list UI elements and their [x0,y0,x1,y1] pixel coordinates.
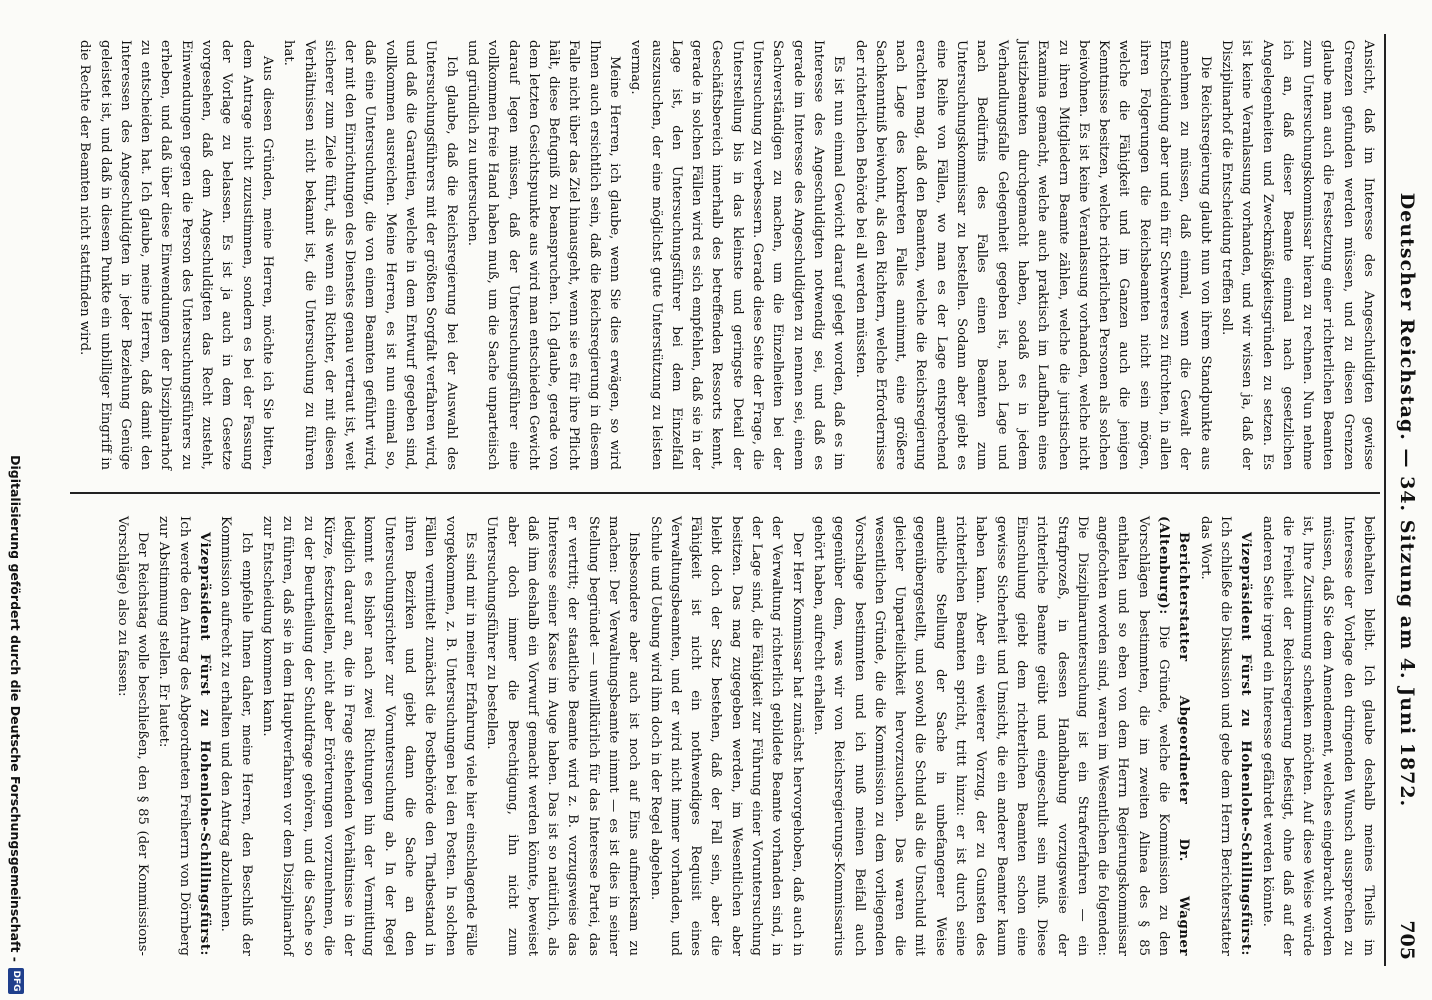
digitization-footer [4,0,28,1000]
header-rule [1384,34,1386,966]
speaker-name: Berichterstatter Abgeordneter Dr. Wagner (Altenburg): [1156,516,1192,956]
right-paragraph [481,516,643,956]
speech-paragraph [153,516,214,956]
paragraph-text: Es sind mir in meiner Erfahrung viele hier einschlagende Fälle vorgekommen, z. B. Untersuchungen bei den Posten. In solchen Fällen vermittelt zunächst die Postbehörde den Thatbestand in ihren Bezirken und giebt dann die Sache an den Untersuchungsrichter zur Voruntersuchung ab. In der Regel kommt es bisher nach zwei Richtungen hin der Vermittlung lediglich darauf an, die in Frage stehenden Verhältnisse in der Kürze, festzustellen, nicht aber Erörterungen vorzunehmen, die zu der Beurtheilung der Schuldfrage gehören, und die Sache so zu führen, daß sie in dem Hauptverfahren vor dem Disziplinarhof zur Entscheidung kommen kann. [259,516,478,956]
paragraph-text: Ich empfehle Ihnen daher, meine Herren, den Beschluß der Kommission aufrecht zu erhalten und den Antrag abzulehnen. [218,516,254,956]
paragraph-text: Ich werde den Antrag des Abgeordneten Freiherrn von Dörnberg zur Abstimmung stellen. Er lautet: [156,516,192,956]
left-paragraph: Es ist nun einmal Gewicht darauf gelegt worden, daß es im Interesse des Angeschuldigten notwendig sei, und daß es gerade im Interesse des Angeschuldigten zu nennen sei, einem Sachverständigen zu machen, um die Einzelheiten bei der Untersuchung zu verbessern. Gerade diese Seite der Frage, die Unterstellung bis in das kleinste und geringste Detail der Geschäftsbereich innerhalb des betreffenden Ressorts kennt, gerade in solchen Fällen wird es sich empfehlen, daß sie in der Lage ist, den Untersuchungsführer bei dem Einzelfall auszusuchen, der eine möglichst gute Unterstützung zu leisten vermag. [628,40,847,470]
left-paragraph: Ich glaube, daß die Reichsregierung bei der Auswahl des Untersuchungsführers mit der größten Sorgfalt verfahren wird, und daß die Garantien, welche in dem Entwurf gegeben sind, vollkommen ausreichen. Meine Herren, es ist nun einmal so, daß eine Untersuchung, die von einem Beamten geführt wird, der mit den Einrichtungen des Dienstes genau vertraut ist, weit sicherer zum Ziele führt, als wenn ein Richter, der mit diesen Verhältnissen nicht bekannt ist, die Untersuchung zu führen hat. [281,40,459,470]
left-column [74,40,1378,470]
paragraph-text: Die Gründe, welche die Kommission zu den Vorschlägen bestimmten, die im zweiten Alinea des § 85 enthalten und so eben von dem Herrn Regierungskommissar angefochten worden sind, waren im Wesentlichen die folgenden: Die Disziplinaruntersuchung ist ein Strafverfahren — ein Strafprozeß, in dessen Handhabung vorzugsweise der richterliche Beamte geübt und eingeschult sein muß. Diese Einschulung giebt dem richterlichen Beamten schon eine gewisse Sicherheit und Umsicht, die ein anderer Beamter kaum haben kann. Aber ein weiterer Vorzug, der zu Gunsten des richterlichen Beamten spricht, tritt hinzu: er ist durch seine amtliche Stellung der Sache in unbefangener Weise gegenübergestellt, und sowohl die Schuld als die Unschuld mit gleicher Unparteilichkeit hervorzusuchen. Das waren die wesentlichen Gründe, die die Kommission zu dem vorliegenden Vorschlage bestimmten und ich muß meinen Beifall auch gegenüber dem, was wir von Reichsregierungs-Kommissarius gehört haben, aufrecht erhalten. [810,516,1172,956]
running-head [1390,40,1418,960]
right-paragraph [644,516,806,956]
right-paragraph [215,516,256,956]
page-number: 705 [1396,920,1418,960]
left-paragraph: Die Reichsregierung glaubt nun von ihrem Standpunkte aus annehmen zu müssen, daß einmal, wenn die Gewalt der Entscheidung aber und ein für Schwereres zu fürchten, in allen ihren Folgerungen die Reichsbeamten nicht sein mögen, welche die Fähigkeit und im Ganzen auch die jenigen Kenntnisse besitzen, welche richterlichen Personen als solchen beiwohnen. Es ist keine Veranlassung vorhanden, welche nicht zu ihren Mitgliedern Beamte zählen, welche die juristischen Examina gemacht, welche auch praktisch im Laufbahn eines Justizbeamten durchgemacht haben, sodaß es in jedem Verhandlungsfalle Gelegenheit gegeben ist, nach Lage und nach Bedürfnis des Falles einen Beamten zum Untersuchungskommissar zu bestellen. Sodann aber giebt es eine Reihe von Fällen, wo man es der Lage entsprechend erachten mag, daß den Beamten, welche die Reichsregierung nach Lage des konkreten Falles annimmt, eine größere Sachkenntniß beiwohnt, als den Richtern, welche Erfordernisse der richterlichen Behörde bei all werden müssten. [852,40,1213,470]
speaker-name: Vizepräsident Fürst zu Hohenlohe-Schillingsfürst: [1238,532,1254,956]
footer-credit: Digitalisierung gefördert durch die Deutsche Forschungsgemeinschaft - [8,455,24,962]
column-divider [70,492,1380,494]
paragraph-text: Insbesondere aber auch ist noch auf Eins aufmerksam zu machen: Der Verwaltungsbeamte nimmt — es ist dies in seiner Stellung begründet — unwillkürlich für das Interesse Partei, das er vertritt; der staatliche Beamte wird z. B. vorzugsweise das Interesse seiner Kasse im Auge haben. Das ist so natürlich, als daß ihm deshalb ein Vorwurf gemacht werden könnte, beweiset aber doch immer die Berechtigung, ihn nicht zum Untersuchungsführer zu bestellen. [484,516,642,956]
paragraph-text: Der Reichstag wolle beschließen, den § 85 (der Kommissions-Vorschläge) also zu fassen: [114,516,151,956]
left-paragraph: Ansicht, daß im Interesse des Angeschuldigten gewisse Grenzen gefunden werden müssen, und zu diesen Grenzen glaube man auch die Festsetzung einer richterlichen Beamten zum Untersuchungskommissar hieran zu rechnen. Nun nehme ich an, daß dieser Beamte einmal nach gesetzlichen Angelegenheiten und Zweckmäßigkeitsgründen zu setzen. Es ist keine Veranlassung vorhanden, und wir wissen ja, daß der Disziplinarhof die Entscheidung treffen soll. [1218,40,1376,470]
right-paragraph [257,516,480,956]
dfg-logo: DFG [8,968,24,994]
paragraph-text: Ich schließe die Diskussion und gebe dem Herrn Berichterstatter das Wort. [1197,516,1233,956]
speaker-name: Vizepräsident Fürst zu Hohenlohe-Schillingsfürst: [197,532,213,956]
page-header-title: Deutscher Reichstag. — 34. Sitzung am 4. Juni 1872. [1396,192,1418,808]
right-column [112,516,1378,956]
speech-paragraph [808,516,1194,956]
speech-paragraph [1194,516,1255,956]
left-paragraph: Meine Herren, ich glaube, wenn Sie dies erwägen, so wird Ihnen auch ersichtlich sein, daß die Reichsregierung in diesem Falle nicht über das Ziel hinausgeht, wenn sie es für ihre Pflicht hält, diese Befugniß zu beanspruchen. Ich glaube, gerade von dem letzten Gesichtspunkte aus wird man entschieden Gewicht darauf legen müssen, daß der Untersuchungsführer eine vollkommen freie Hand haben muß, um die Sache unparteiisch und gründlich zu untersuchen. [464,40,623,470]
left-paragraph: Aus diesen Gründen, meine Herren, möchte ich Sie bitten, dem Antrage nicht zuzustimmen, sondern es bei der Fassung der Vorlage zu belassen. Es ist ja auch in dem Gesetze vorgesehen, daß dem Angeschuldigten das Recht zusteht, Einwendungen gegen die Person des Untersuchungsführers zu erheben, und daß über diese Einwendungen der Disziplinarhof zu entscheiden hat. Ich glaube, meine Herren, daß damit den Interessen des Angeschuldigten in jeder Beziehung Genüge geleistet ist, und daß in diesem Punkte ein unbilliger Eingriff in die Rechte der Beamten nicht stattfinden wird. [77,40,275,470]
paragraph-text: beibehalten bleibt. Ich glaube deshalb meines Theils im Interesse der Vorlage den dringenden Wunsch aussprechen zu müssen, daß Sie dem Amendement, welches eingebracht worden ist, Ihre Zustimmung schenken möchten. Auf diese Weise würde die Freiheit der Reichsregierung befestigt, ohne daß auf der anderen Seite irgend ein Interesse gefährdet werden könnte. [1259,516,1376,956]
right-paragraph [1256,516,1378,956]
right-paragraph [112,516,153,956]
paragraph-text: Der Herr Kommissar hat zunächst hervorgehoben, daß auch in der Verwaltung richterlich gebildete Beamte vorhanden sind, in der Lage sind, die Fähigkeit zur Führung einer Voruntersuchung besitzen. Das mag zugegeben werden, im Wesentlichen aber bleibt doch der Satz bestehen, daß der Fall sein, aber die Fähigkeit ist nicht ein nothwendiges Requisit eines Verwaltungsbeamten, und er wird nicht immer vorhanden, und Schule und Uebung wird ihm doch in der Regel abgehen. [647,516,805,956]
